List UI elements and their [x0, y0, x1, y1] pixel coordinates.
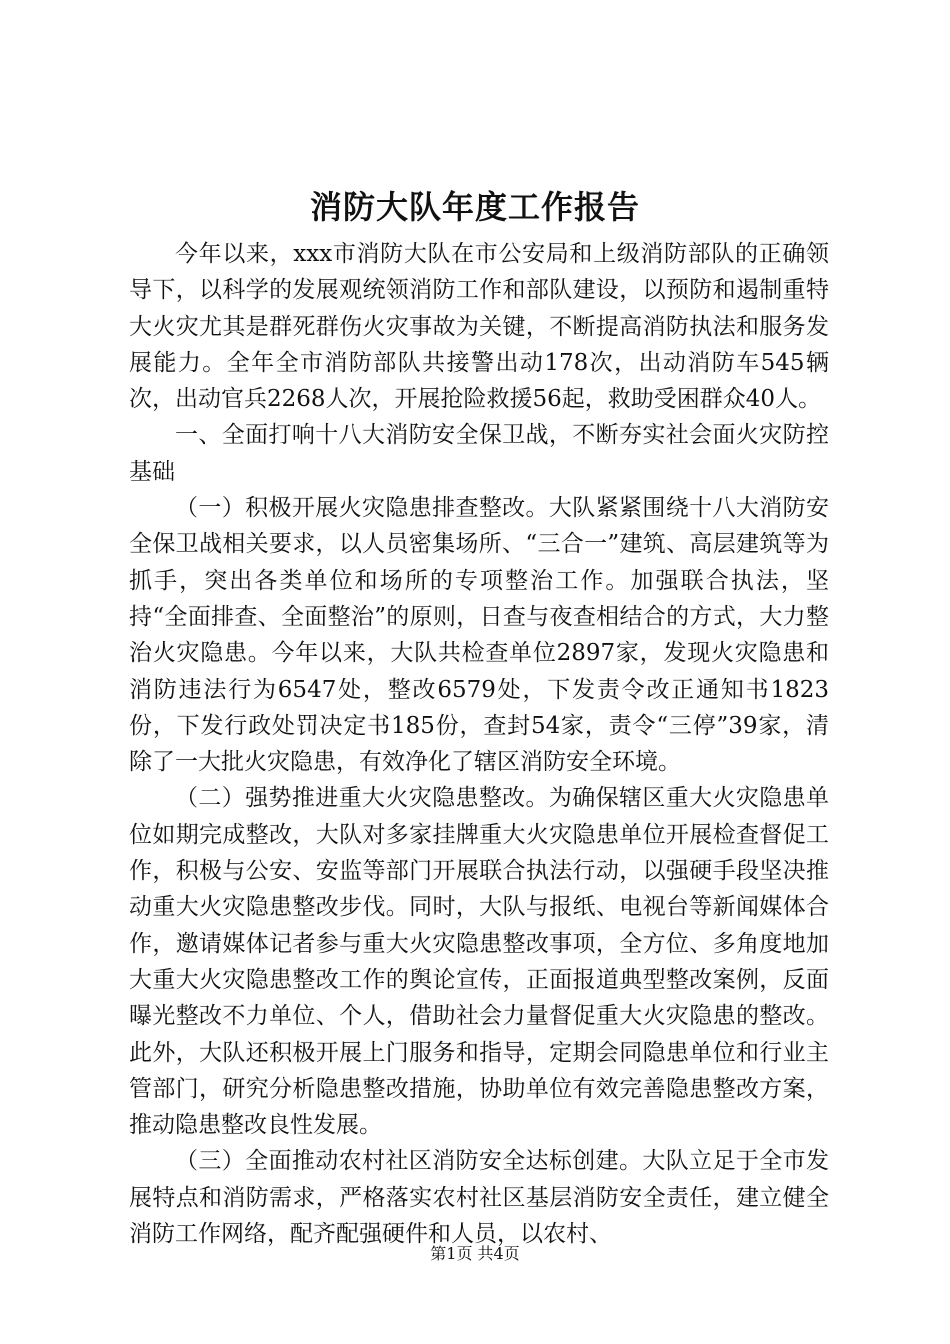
- paragraph-subsection-3: （三）全面推动农村社区消防安全达标创建。大队立足于全市发展特点和消防需求，严格落实农村社区基层消防安全责任，建立健全消防工作网络，配齐配强硬件和人员，以农村、: [129, 1148, 829, 1248]
- page-number-footer: 第1页 共4页: [430, 1244, 520, 1263]
- paragraph-intro: 今年以来，xxx市消防大队在市公安局和上级消防部队的正确领导下，以科学的发展观统领消防工作和部队建设，以预防和遏制重特大火灾尤其是群死群伤火灾事故为关键，不断提高消防执法和服务发展能力。全年全市消防部队共接警出动178次，出动消防车545辆次，出动官兵2268人次，开展抢险救援56起，救助受困群众40人。: [129, 241, 829, 413]
- document-body: [129, 236, 829, 1252]
- document-title: 消防大队年度工作报告: [309, 188, 640, 226]
- paragraph-subsection-2: （二）强势推进重大火灾隐患整改。为确保辖区重大火灾隐患单位如期完成整改，大队对多家挂牌重大火灾隐患单位开展检查督促工作，积极与公安、安监等部门开展联合执法行动，以强硬手段坚决推动重大火灾隐患整改步伐。同时，大队与报纸、电视台等新闻媒体合作，邀请媒体记者参与重大火灾隐患整改事项，全方位、多角度地加大重大火灾隐患整改工作的舆论宣传，正面报道典型整改案例，反面曝光整改不力单位、个人，借助社会力量督促重大火灾隐患的整改。此外，大队还积极开展上门服务和指导，定期会同隐患单位和行业主管部门，研究分析隐患整改措施，协助单位有效完善隐患整改方案，推动隐患整改良性发展。: [129, 785, 829, 1139]
- paragraph-subsection-1: （一）积极开展火灾隐患排查整改。大队紧紧围绕十八大消防安全保卫战相关要求，以人员密集场所、“三合一”建筑、高层建筑等为抓手，突出各类单位和场所的专项整治工作。加强联合执法，坚持“全面排查、全面整治”的原则，日查与夜查相结合的方式，大力整治火灾隐患。今年以来，大队共检查单位2897家，发现火灾隐患和消防违法行为6547处，整改6579处，下发责令改正通知书1823份，下发行政处罚决定书185份，查封54家，责令“三停”39家，清除了一大批火灾隐患，有效净化了辖区消防安全环境。: [129, 495, 829, 776]
- section-heading-1: 一、全面打响十八大消防安全保卫战，不断夯实社会面火灾防控基础: [129, 422, 829, 485]
